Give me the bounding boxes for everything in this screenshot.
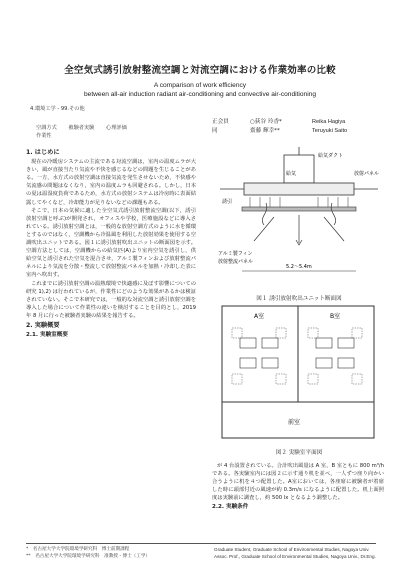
footnote-jp	[26, 546, 196, 560]
keywords	[36, 124, 176, 140]
author-name-en: Reika Hagiya	[312, 119, 346, 125]
footnote-rule	[26, 543, 376, 544]
paragraph: そこで，日本の気候に適した全空気式誘引放射整流空調(以下，誘引放射空調と呼ぶ)が開発され，オフィスや学校，医療施設などに導入されている。誘引放射空調とは，一般的な放射空調方式のように水を循環とするのではなく，空調機から冷温風を利用した放射効果を使用する空調吹出ユニットである。図１に誘引放射吹出ユニットの断面図を示す。空調方法としては，空調機からの給気匹(A)より室内空気を誘引し，供給空気と誘引された空気を混合させ，アルミ製フィンおよび放射整流パネルにより気流を分散・整流して放射整流パネルを加熱・冷却した表に室内へ吹出す。	[26, 207, 196, 279]
dimension-label: 5.2～5.4m	[286, 264, 312, 270]
room-b-label: B室	[330, 313, 341, 320]
author-role: 正会員	[212, 119, 229, 125]
induced-label: 誘引	[222, 199, 233, 205]
author-name: ○荻谷 玲香*	[250, 119, 282, 125]
radiant-panel	[242, 207, 356, 211]
supply-label: 給気	[286, 171, 297, 177]
radiant-label: 放射整流パネル	[218, 259, 254, 265]
room-a-label: A室	[254, 313, 265, 320]
left-column	[26, 147, 196, 340]
right-column	[212, 462, 384, 513]
paper-title-jp: 全空気式誘引放射整流空調と対流空調における作業効率の比較	[64, 65, 336, 76]
authors	[212, 118, 382, 136]
paragraph: これまでに誘引放射空調の温熱環境で快適感に及ぼす影響についての研究 1),2) は行われているが，作業性にどのような効果があるかは検証されていない。そこで本研究では，一般的な対流空調と誘引放射空調を導入した場合について作業性の違いを検討することを目的とし，2019 年 8 月に行った被験者実験の結果を報告する。	[26, 280, 196, 319]
aluminum-fins	[250, 197, 348, 207]
subsection-heading: 2.2. 実験条件	[212, 504, 249, 511]
section-heading: 2. 実験概要	[26, 321, 60, 329]
footnote-en	[214, 546, 386, 560]
desks-a	[240, 338, 278, 368]
subsection-heading: 2.1. 実験室概要	[26, 332, 68, 339]
duct-label: 給気ダクト	[318, 153, 344, 159]
footnote-line: Graduate Student, Graduate School of Environmental Studies, Nagoya Univ.	[214, 547, 370, 552]
author-row	[212, 127, 382, 136]
figure-1-diagram	[214, 145, 384, 283]
paper-title-en	[0, 81, 400, 99]
paragraph: 現在の冷暖房システムの主流である対流空調は，室内の温度ムラが大きい，風が直接当たり気流や不快を感じるなどの問題を生じることがある。一方，水方式の放射空調は直接気流を発生させないため，不快感や気流感の問題はなくなり，室内の温度ムラも回避される。しかし，日本の夏は温湿度負荷であるため，水方式の放射システムは冷房時に表面結露してやくなど，冷却能力が足りないなどの課題もある。	[26, 159, 196, 206]
title-en-line2: between all-air induction radiant air-conditioning and convective air-conditioning	[83, 91, 317, 98]
panel-label: 放射パネル	[354, 171, 380, 177]
paragraph: が 4 台設置されている。合計吹出風量は A 室，B 室ともに 800 m³/h である。各実験室内には図２に示す通り机を並べ，一人ずつ座り向かい合うように机を４つ配置した。A室においては，各座席に被験者が着席した時に頭部付近の風速が約 0.3m/s になるように配置した。机上面照度は実験前に調査し，約 500 lx となるよう調整した。	[212, 463, 384, 502]
category: 4.環境工学 - 99.その他	[30, 106, 85, 112]
author-name: 齋藤 輝幸**	[250, 128, 280, 134]
keyword: 被験者実験	[68, 125, 95, 131]
keyword: 空調方式	[36, 125, 57, 131]
author-role: 同	[212, 128, 218, 134]
title-en-line1: A comparison of work efficiency	[153, 82, 247, 89]
footnote-line: Assoc. Prof., Graduate School of Environmental Studies, Nagoya Univ., Dr.Eng.	[214, 554, 376, 559]
figure-1-caption: 図１ 誘引放射吹出ユニット断面図	[256, 296, 342, 302]
keyword: 心理評価	[106, 125, 127, 131]
author-row	[212, 118, 382, 127]
desks-b	[316, 338, 354, 368]
fin-label: アルミ製フィン	[218, 251, 253, 257]
ante-room-label: 前室	[288, 419, 301, 426]
outlets	[232, 328, 362, 384]
author-name-en: Teruyuki Saito	[312, 128, 348, 134]
figure-2-caption: 図２ 実験室平面図	[275, 450, 323, 456]
footnote-line: ** 名古屋大学大学院環境学研究科 准教授・博士（工学）	[26, 554, 151, 559]
figure-2-floorplan	[218, 302, 378, 442]
keyword: 作業性	[36, 133, 52, 139]
supply-duct	[284, 155, 314, 183]
unit-housing	[244, 183, 354, 195]
footnote-line: * 名古屋大学大学院環境学研究科 博士前期課程	[26, 547, 130, 552]
section-heading: 1. はじめに	[26, 149, 60, 156]
